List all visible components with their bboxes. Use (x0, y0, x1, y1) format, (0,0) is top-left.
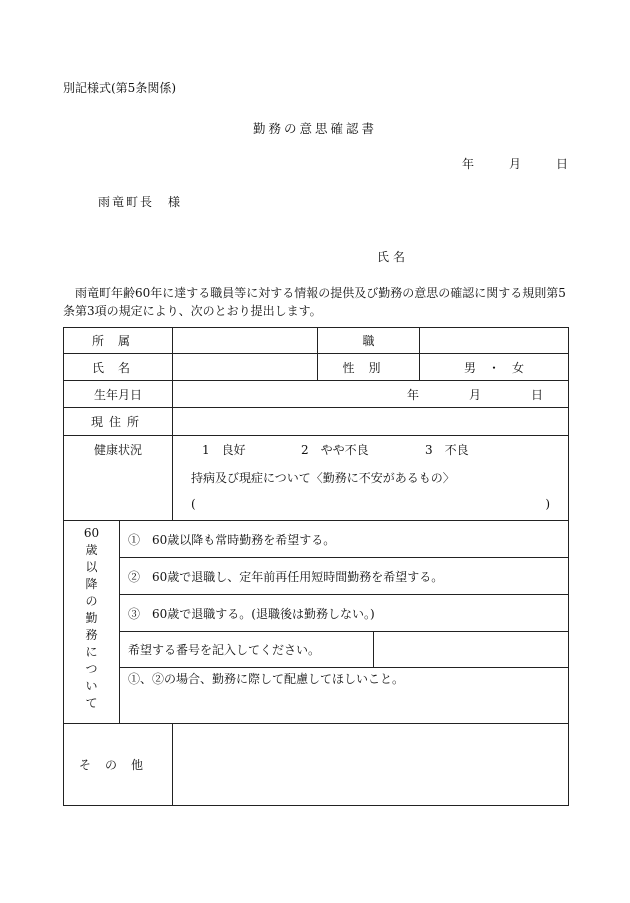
after60-char: い (85, 679, 98, 693)
after60-char: 務 (85, 628, 98, 642)
health-option-fair[interactable]: 2 やや不良 (301, 443, 369, 457)
after60-char: て (85, 696, 98, 710)
date-month: 月 (509, 157, 522, 171)
row-option2 (64, 558, 569, 595)
health-option-good[interactable]: 1 良好 (202, 443, 246, 457)
date-day: 日 (556, 157, 569, 171)
row-consideration (64, 668, 569, 688)
birth-day: 日 (531, 387, 544, 402)
birth-label: 生年月日 (64, 381, 173, 408)
intro-text: 雨竜町年齢60年に達する職員等に対する情報の提供及び勤務の意思の確認に関する規則第5条第3項の規定により、次のとおり提出します。 (63, 286, 566, 318)
health-paren-open: ( (191, 497, 196, 511)
health-label: 健康状況 (64, 436, 173, 521)
consideration-label: ①、②の場合、勤務に際して配慮してほしいこと。 (120, 668, 569, 688)
address-label: 現住所 (64, 408, 173, 436)
row-name (64, 354, 569, 381)
other-label: その他 (64, 723, 173, 805)
birth-year: 年 (407, 387, 420, 402)
row-wish-number (64, 632, 569, 668)
row-affiliation (64, 328, 569, 354)
wish-number-label: 希望する番号を記入してください。 (120, 632, 374, 668)
after60-char: 勤 (85, 611, 98, 625)
form-label: 別記様式(第5条関係) (63, 81, 176, 95)
confirmation-form-table (63, 327, 569, 806)
sex-options[interactable]: 男 ・ 女 (420, 354, 569, 381)
row-consideration-field (64, 687, 569, 723)
birth-field[interactable] (173, 381, 569, 408)
after60-char: 60 (83, 526, 100, 540)
health-note: 持病及び現症について〈勤務に不安があるもの〉 (191, 471, 455, 485)
consideration-field[interactable] (120, 687, 569, 723)
health-field[interactable] (173, 436, 569, 521)
option-retire[interactable]: ③ 60歳で退職する。(退職後は勤務しない。) (120, 595, 569, 632)
option-continue-work[interactable]: ① 60歳以降も常時勤務を希望する。 (120, 521, 569, 558)
row-birth (64, 381, 569, 408)
birth-month: 月 (469, 387, 482, 402)
row-option1 (64, 521, 569, 558)
row-health (64, 436, 569, 521)
after60-char: 以 (85, 560, 98, 574)
after60-char: 降 (85, 577, 98, 591)
option-reemployment[interactable]: ② 60歳で退職し、定年前再任用短時間勤務を希望する。 (120, 558, 569, 595)
row-address (64, 408, 569, 436)
health-paren-close: ) (545, 497, 551, 511)
after60-char: つ (85, 662, 98, 676)
after60-label (64, 521, 120, 724)
row-other (64, 723, 569, 805)
document-title: 勤務の意思確認書 (252, 121, 377, 136)
address-field[interactable] (173, 408, 569, 436)
position-label: 職 (318, 328, 420, 354)
after60-char: 歳 (85, 543, 98, 557)
name-label: 氏名 (64, 354, 173, 381)
health-option-poor[interactable]: 3 不良 (425, 443, 469, 457)
addressee: 雨竜町長 様 (98, 195, 183, 209)
row-option3 (64, 595, 569, 632)
affiliation-field[interactable] (173, 328, 318, 354)
other-field[interactable] (173, 723, 569, 805)
date-year: 年 (462, 157, 475, 171)
wish-number-field[interactable] (374, 632, 569, 668)
affiliation-label: 所属 (64, 328, 173, 354)
position-field[interactable] (420, 328, 569, 354)
name-field[interactable] (173, 354, 318, 381)
after60-char: の (85, 594, 98, 608)
after60-char: に (85, 645, 98, 659)
sex-label: 性別 (318, 354, 420, 381)
signature-label: 氏名 (377, 250, 410, 264)
